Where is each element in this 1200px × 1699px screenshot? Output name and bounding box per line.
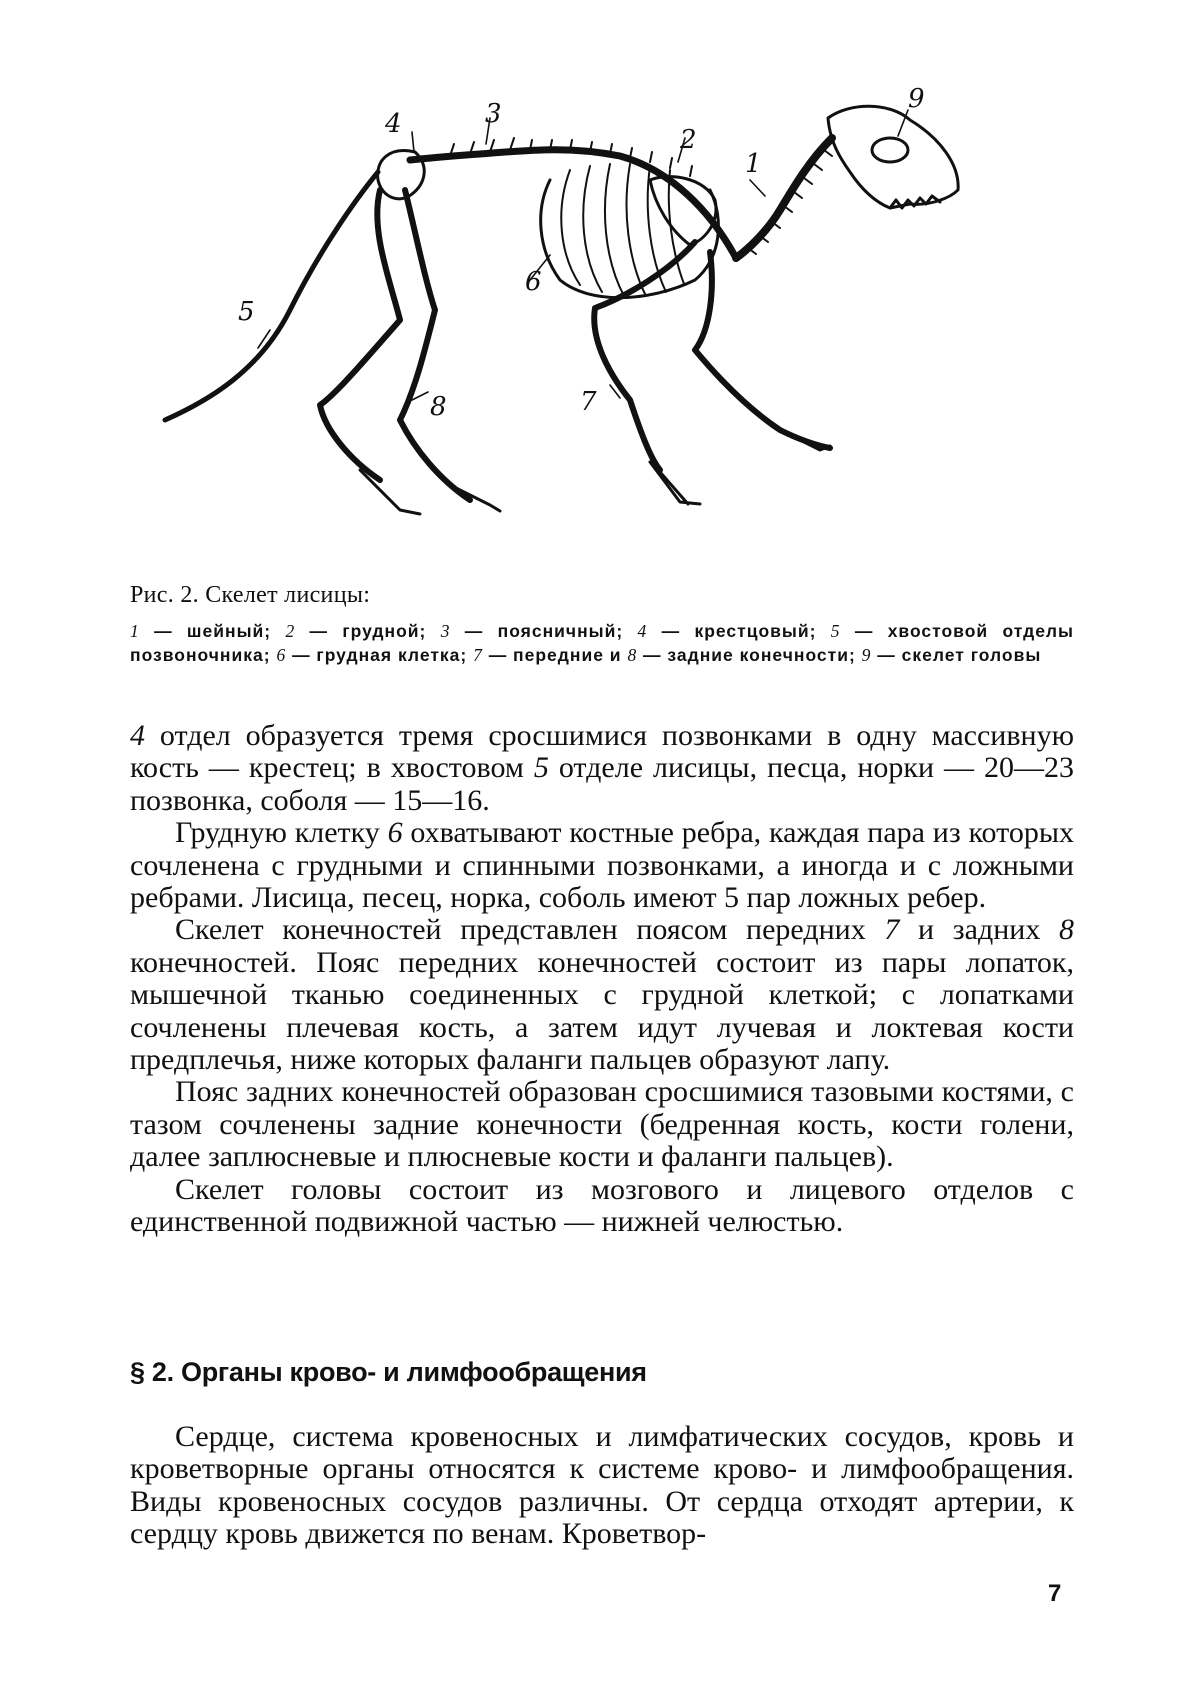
fox-skeleton-drawing: [150, 80, 1080, 580]
inline-number: 7: [884, 913, 900, 947]
skull-shape: [828, 106, 958, 208]
figure-label-9: 9: [908, 84, 925, 114]
inline-number: 5: [533, 751, 549, 785]
fox-skeleton-figure: [150, 80, 1080, 580]
figure-label-6: 6: [525, 267, 542, 297]
legend-text: — хвостовой отделы позвоночника;: [130, 621, 1074, 665]
hind-paw-shape: [360, 470, 500, 514]
figure-label-3: 3: [485, 99, 502, 129]
hindlimb-second-shape: [400, 190, 470, 500]
caption-title: Рис. 2. Скелет лисицы:: [130, 582, 371, 608]
legend-num: 8: [627, 645, 638, 665]
legend-num: 4: [637, 621, 648, 641]
legend-text: — задние конечности;: [637, 645, 862, 665]
legend-text: — скелет головы: [871, 645, 1042, 665]
legend-num: 3: [440, 621, 451, 641]
paragraph-text: Скелет конечностей представлен поясом передних: [175, 913, 885, 947]
inline-number: 4: [130, 719, 145, 752]
figure-caption: [130, 582, 1074, 667]
legend-text: — грудная клетка;: [286, 645, 474, 665]
paragraph: Сердце, система кровеносных и лимфатических сосудов, кровь и кроветворные органы относятся к системе крово- и лимфообращения. Виды кровеносных сосудов различны. От сердца отходят артерии, к сердцу кровь движется по венам. Кроветвор-: [130, 1420, 1074, 1551]
legend-num: 6: [276, 645, 287, 665]
paragraph-text: Грудную клетку: [175, 816, 388, 850]
figure-label-8: 8: [430, 392, 447, 422]
caption-legend: [130, 619, 1074, 667]
body-text: [130, 720, 1074, 1239]
legend-num: 5: [830, 621, 841, 641]
paragraph-text: охватывают костные ребра, каждая пара из которых сочленена с грудными и спинными позвонками, а иногда и с ложными ребрами. Лисица, песец, норка, соболь имеют 5 пар ложных ребер.: [130, 816, 1074, 915]
figure-label-5: 5: [238, 297, 255, 327]
paragraph-text: отделе лисицы, песца, норки — 20—23 позвонка, соболя — 15—16.: [130, 751, 1074, 817]
skull-orbit: [872, 138, 908, 162]
figure-label-1: 1: [745, 149, 762, 179]
fore-paw-shape: [650, 430, 830, 504]
legend-text: — поясничный;: [450, 621, 638, 641]
body-text-section: [130, 1421, 1074, 1551]
legend-num: 7: [473, 645, 483, 665]
forelimb-lower-shape: [695, 252, 830, 448]
page-number: 7: [1048, 1580, 1062, 1607]
paragraph: [130, 914, 1074, 1076]
figure-label-7: 7: [580, 387, 597, 417]
paragraph: [130, 720, 1074, 817]
legend-num: 2: [285, 621, 296, 641]
legend-text: — грудной;: [295, 621, 441, 641]
paragraph: Скелет головы состоит из мозгового и лицевого отделов с единственной подвижной частью — нижней челюстью.: [130, 1172, 1074, 1239]
paragraph: Пояс задних конечностей образован сросшимися тазовыми костями, с тазом сочленены задние конечности (бедренная кость, кости голени, далее заплюсневые и плюсневые кости и фаланги пальцев).: [130, 1075, 1074, 1174]
forelimb-shape: [594, 242, 695, 470]
paragraph-text: и задних: [899, 913, 1059, 947]
figure-label-4: 4: [385, 109, 402, 139]
paragraph-text: отдел образуется тремя сросшимися позвонками в одну массивную кость — крестец; в хвостовом: [130, 719, 1074, 785]
paragraph-text: конечностей. Пояс передних конечностей состоит из пары лопаток, мышечной тканью соединенных с грудной клеткой; с лопатками сочленены плечевая кость, а затем идут лучевая и локтевая кости предплечья, ниже которых фаланги пальцев образуют лапу.: [130, 945, 1074, 1077]
figure-label-2: 2: [680, 125, 697, 155]
legend-num: 1: [130, 621, 140, 641]
rib-cage-ribs: [561, 164, 684, 296]
paragraph: [130, 817, 1074, 914]
legend-text: — шейный;: [139, 621, 286, 641]
inline-number: 6: [387, 816, 403, 850]
inline-number: 8: [1059, 913, 1074, 947]
legend-text: — крестцовый;: [647, 621, 831, 641]
legend-num: 9: [861, 645, 872, 665]
section-heading: § 2. Органы крово- и лимфообращения: [130, 1357, 647, 1387]
legend-text: — передние и: [482, 645, 628, 665]
